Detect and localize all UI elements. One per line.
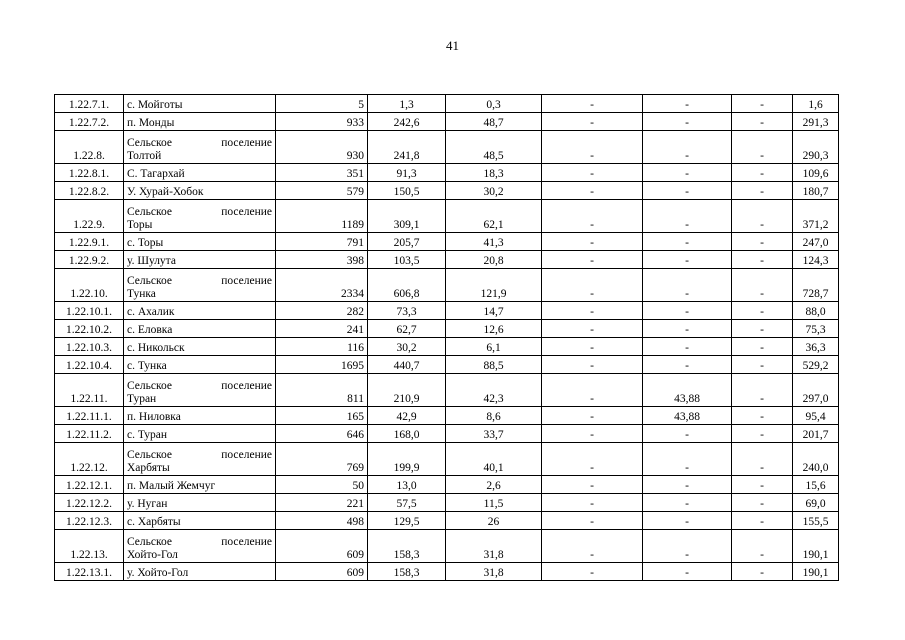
col1-value-cell: 165 <box>276 407 368 425</box>
settlement-name-line: Тунка <box>127 288 156 300</box>
col3-value-cell: 31,8 <box>446 563 542 581</box>
col3-value-cell: 20,8 <box>446 251 542 269</box>
row-code-cell: 1.22.9. <box>55 200 124 233</box>
col7-value-cell: 190,1 <box>793 530 839 563</box>
settlement-name-cell <box>124 113 276 131</box>
settlement-name-cell <box>124 407 276 425</box>
col7-value-cell: 69,0 <box>793 494 839 512</box>
table-row <box>55 113 839 131</box>
settlement-name-line: у. Хойто-Гол <box>127 567 189 579</box>
col2-value-cell: 158,3 <box>368 563 446 581</box>
col7-value-cell: 124,3 <box>793 251 839 269</box>
col7-value-cell: 180,7 <box>793 182 839 200</box>
table-row <box>55 563 839 581</box>
settlement-name-cell <box>124 563 276 581</box>
col6-value-cell: - <box>732 338 793 356</box>
col3-value-cell: 6,1 <box>446 338 542 356</box>
settlement-name-line: с. Харбяты <box>127 516 181 528</box>
col3-value-cell: 31,8 <box>446 530 542 563</box>
table-row <box>55 407 839 425</box>
col6-value-cell: - <box>732 374 793 407</box>
col7-value-cell: 1,6 <box>793 95 839 113</box>
col6-value-cell: - <box>732 494 793 512</box>
col7-value-cell: 95,4 <box>793 407 839 425</box>
col3-value-cell: 48,5 <box>446 131 542 164</box>
settlement-name-line: Торы <box>127 219 153 231</box>
table-body <box>55 95 839 581</box>
table-row <box>55 443 839 476</box>
settlement-name-line: с. Мойготы <box>127 99 183 111</box>
row-code-cell: 1.22.13. <box>55 530 124 563</box>
col5-value-cell: - <box>643 131 732 164</box>
settlement-name-cell <box>124 269 276 302</box>
settlement-name-line: Сельское поселение <box>127 137 272 149</box>
col6-value-cell: - <box>732 251 793 269</box>
settlement-name-cell <box>124 131 276 164</box>
settlement-name-cell <box>124 425 276 443</box>
col7-value-cell: 109,6 <box>793 164 839 182</box>
col7-value-cell: 728,7 <box>793 269 839 302</box>
col1-value-cell: 221 <box>276 494 368 512</box>
settlement-name-line: п. Монды <box>127 117 175 129</box>
col1-value-cell: 609 <box>276 530 368 563</box>
settlement-name-line: п. Ниловка <box>127 411 181 423</box>
row-code-cell: 1.22.11.2. <box>55 425 124 443</box>
row-code-cell: 1.22.12.2. <box>55 494 124 512</box>
col2-value-cell: 91,3 <box>368 164 446 182</box>
settlement-name-line: у. Нуган <box>127 498 168 510</box>
col5-value-cell: - <box>643 530 732 563</box>
col5-value-cell: - <box>643 182 732 200</box>
settlement-name-cell <box>124 200 276 233</box>
col4-value-cell: - <box>542 356 643 374</box>
settlement-name-cell <box>124 494 276 512</box>
row-code-cell: 1.22.10.1. <box>55 302 124 320</box>
col3-value-cell: 40,1 <box>446 443 542 476</box>
col3-value-cell: 18,3 <box>446 164 542 182</box>
table-row <box>55 494 839 512</box>
col3-value-cell: 33,7 <box>446 425 542 443</box>
col1-value-cell: 579 <box>276 182 368 200</box>
col3-value-cell: 48,7 <box>446 113 542 131</box>
settlement-name-line: Хойто-Гол <box>127 549 178 561</box>
col2-value-cell: 158,3 <box>368 530 446 563</box>
col3-value-cell: 2,6 <box>446 476 542 494</box>
col2-value-cell: 13,0 <box>368 476 446 494</box>
col3-value-cell: 88,5 <box>446 356 542 374</box>
page-number: 41 <box>446 38 459 53</box>
settlement-name-cell <box>124 476 276 494</box>
col1-value-cell: 116 <box>276 338 368 356</box>
col3-value-cell: 12,6 <box>446 320 542 338</box>
col3-value-cell: 8,6 <box>446 407 542 425</box>
col2-value-cell: 57,5 <box>368 494 446 512</box>
settlement-name-line: у. Шулута <box>127 255 176 267</box>
col4-value-cell: - <box>542 113 643 131</box>
settlement-name-line: Сельское поселение <box>127 206 272 218</box>
col4-value-cell: - <box>542 494 643 512</box>
row-code-cell: 1.22.13.1. <box>55 563 124 581</box>
col4-value-cell: - <box>542 251 643 269</box>
col1-value-cell: 1189 <box>276 200 368 233</box>
col4-value-cell: - <box>542 443 643 476</box>
col7-value-cell: 529,2 <box>793 356 839 374</box>
col6-value-cell: - <box>732 425 793 443</box>
settlement-name-cell <box>124 95 276 113</box>
settlement-name-line: С. Тагархай <box>127 168 185 180</box>
row-code-cell: 1.22.10. <box>55 269 124 302</box>
settlement-name-line: с. Тунка <box>127 360 167 372</box>
col1-value-cell: 282 <box>276 302 368 320</box>
col4-value-cell: - <box>542 512 643 530</box>
settlement-name-cell <box>124 233 276 251</box>
col1-value-cell: 2334 <box>276 269 368 302</box>
col2-value-cell: 210,9 <box>368 374 446 407</box>
col6-value-cell: - <box>732 302 793 320</box>
row-code-cell: 1.22.11.1. <box>55 407 124 425</box>
col1-value-cell: 791 <box>276 233 368 251</box>
settlement-name-line: Сельское поселение <box>127 275 272 287</box>
settlement-name-cell <box>124 251 276 269</box>
table-row <box>55 95 839 113</box>
settlement-name-line: с. Туран <box>127 429 168 441</box>
col6-value-cell: - <box>732 269 793 302</box>
col1-value-cell: 930 <box>276 131 368 164</box>
col1-value-cell: 646 <box>276 425 368 443</box>
settlement-name-line: Туран <box>127 393 157 405</box>
col4-value-cell: - <box>542 182 643 200</box>
row-code-cell: 1.22.10.4. <box>55 356 124 374</box>
col5-value-cell: - <box>643 269 732 302</box>
table-row <box>55 233 839 251</box>
col2-value-cell: 1,3 <box>368 95 446 113</box>
col1-value-cell: 398 <box>276 251 368 269</box>
settlement-name-line: У. Хурай-Хобок <box>127 186 204 198</box>
col2-value-cell: 440,7 <box>368 356 446 374</box>
col4-value-cell: - <box>542 302 643 320</box>
settlement-name-line: Сельское поселение <box>127 380 272 392</box>
col3-value-cell: 11,5 <box>446 494 542 512</box>
col7-value-cell: 75,3 <box>793 320 839 338</box>
col5-value-cell: - <box>643 95 732 113</box>
col3-value-cell: 42,3 <box>446 374 542 407</box>
col4-value-cell: - <box>542 530 643 563</box>
col2-value-cell: 606,8 <box>368 269 446 302</box>
col7-value-cell: 291,3 <box>793 113 839 131</box>
col7-value-cell: 297,0 <box>793 374 839 407</box>
table-row <box>55 269 839 302</box>
table-row <box>55 530 839 563</box>
table-row <box>55 320 839 338</box>
col4-value-cell: - <box>542 425 643 443</box>
col4-value-cell: - <box>542 131 643 164</box>
col6-value-cell: - <box>732 113 793 131</box>
col6-value-cell: - <box>732 182 793 200</box>
col1-value-cell: 241 <box>276 320 368 338</box>
table-row <box>55 164 839 182</box>
row-code-cell: 1.22.12.3. <box>55 512 124 530</box>
settlement-name-line: с. Ахалик <box>127 306 175 318</box>
row-code-cell: 1.22.8.2. <box>55 182 124 200</box>
col7-value-cell: 155,5 <box>793 512 839 530</box>
col3-value-cell: 41,3 <box>446 233 542 251</box>
col6-value-cell: - <box>732 530 793 563</box>
col7-value-cell: 15,6 <box>793 476 839 494</box>
col2-value-cell: 62,7 <box>368 320 446 338</box>
col5-value-cell: - <box>643 425 732 443</box>
col7-value-cell: 247,0 <box>793 233 839 251</box>
table-row <box>55 425 839 443</box>
col4-value-cell: - <box>542 563 643 581</box>
col5-value-cell: - <box>643 356 732 374</box>
settlement-name-cell <box>124 530 276 563</box>
col6-value-cell: - <box>732 443 793 476</box>
col1-value-cell: 50 <box>276 476 368 494</box>
col5-value-cell: - <box>643 251 732 269</box>
col5-value-cell: - <box>643 494 732 512</box>
col2-value-cell: 242,6 <box>368 113 446 131</box>
col3-value-cell: 14,7 <box>446 302 542 320</box>
col7-value-cell: 88,0 <box>793 302 839 320</box>
col4-value-cell: - <box>542 476 643 494</box>
col2-value-cell: 73,3 <box>368 302 446 320</box>
settlement-name-cell <box>124 164 276 182</box>
col7-value-cell: 371,2 <box>793 200 839 233</box>
table-row <box>55 200 839 233</box>
col5-value-cell: - <box>643 320 732 338</box>
col3-value-cell: 26 <box>446 512 542 530</box>
col4-value-cell: - <box>542 164 643 182</box>
settlement-name-cell <box>124 302 276 320</box>
settlement-name-line: Сельское поселение <box>127 536 272 548</box>
settlement-name-line: Толтой <box>127 150 162 162</box>
col4-value-cell: - <box>542 200 643 233</box>
col4-value-cell: - <box>542 407 643 425</box>
table-row <box>55 476 839 494</box>
table-row <box>55 512 839 530</box>
col2-value-cell: 205,7 <box>368 233 446 251</box>
col6-value-cell: - <box>732 476 793 494</box>
row-code-cell: 1.22.12.1. <box>55 476 124 494</box>
row-code-cell: 1.22.10.2. <box>55 320 124 338</box>
col2-value-cell: 30,2 <box>368 338 446 356</box>
table-row <box>55 131 839 164</box>
col4-value-cell: - <box>542 338 643 356</box>
settlement-name-line: с. Еловка <box>127 324 173 336</box>
col5-value-cell: - <box>643 302 732 320</box>
col6-value-cell: - <box>732 233 793 251</box>
col2-value-cell: 168,0 <box>368 425 446 443</box>
row-code-cell: 1.22.7.1. <box>55 95 124 113</box>
row-code-cell: 1.22.11. <box>55 374 124 407</box>
settlement-name-line: с. Никольск <box>127 342 185 354</box>
col1-value-cell: 1695 <box>276 356 368 374</box>
col5-value-cell: 43,88 <box>643 374 732 407</box>
col5-value-cell: - <box>643 512 732 530</box>
col4-value-cell: - <box>542 95 643 113</box>
col4-value-cell: - <box>542 320 643 338</box>
settlement-name-line: с. Торы <box>127 237 164 249</box>
col6-value-cell: - <box>732 407 793 425</box>
col5-value-cell: - <box>643 443 732 476</box>
col5-value-cell: - <box>643 476 732 494</box>
col7-value-cell: 240,0 <box>793 443 839 476</box>
col6-value-cell: - <box>732 563 793 581</box>
row-code-cell: 1.22.8.1. <box>55 164 124 182</box>
col1-value-cell: 609 <box>276 563 368 581</box>
settlement-name-cell <box>124 374 276 407</box>
col1-value-cell: 769 <box>276 443 368 476</box>
col5-value-cell: - <box>643 113 732 131</box>
settlement-name-line: п. Малый Жемчуг <box>127 480 216 492</box>
table-row <box>55 251 839 269</box>
col2-value-cell: 309,1 <box>368 200 446 233</box>
row-code-cell: 1.22.7.2. <box>55 113 124 131</box>
col1-value-cell: 811 <box>276 374 368 407</box>
col1-value-cell: 498 <box>276 512 368 530</box>
row-code-cell: 1.22.12. <box>55 443 124 476</box>
col3-value-cell: 62,1 <box>446 200 542 233</box>
col6-value-cell: - <box>732 95 793 113</box>
settlement-name-cell <box>124 512 276 530</box>
col2-value-cell: 150,5 <box>368 182 446 200</box>
table-row <box>55 356 839 374</box>
col7-value-cell: 190,1 <box>793 563 839 581</box>
table-row <box>55 338 839 356</box>
settlement-name-cell <box>124 443 276 476</box>
row-code-cell: 1.22.9.2. <box>55 251 124 269</box>
col7-value-cell: 290,3 <box>793 131 839 164</box>
settlement-name-cell <box>124 356 276 374</box>
col2-value-cell: 129,5 <box>368 512 446 530</box>
col1-value-cell: 5 <box>276 95 368 113</box>
row-code-cell: 1.22.9.1. <box>55 233 124 251</box>
col1-value-cell: 351 <box>276 164 368 182</box>
col3-value-cell: 30,2 <box>446 182 542 200</box>
settlement-table <box>54 94 839 581</box>
settlement-name-cell <box>124 320 276 338</box>
settlement-name-cell <box>124 182 276 200</box>
settlement-name-line: Сельское поселение <box>127 449 272 461</box>
col4-value-cell: - <box>542 269 643 302</box>
col6-value-cell: - <box>732 356 793 374</box>
col5-value-cell: - <box>643 233 732 251</box>
col1-value-cell: 933 <box>276 113 368 131</box>
col6-value-cell: - <box>732 164 793 182</box>
table-row <box>55 182 839 200</box>
col3-value-cell: 0,3 <box>446 95 542 113</box>
row-code-cell: 1.22.8. <box>55 131 124 164</box>
col5-value-cell: - <box>643 200 732 233</box>
col2-value-cell: 42,9 <box>368 407 446 425</box>
table-row <box>55 302 839 320</box>
col2-value-cell: 199,9 <box>368 443 446 476</box>
col3-value-cell: 121,9 <box>446 269 542 302</box>
col2-value-cell: 103,5 <box>368 251 446 269</box>
col6-value-cell: - <box>732 200 793 233</box>
col7-value-cell: 201,7 <box>793 425 839 443</box>
col5-value-cell: 43,88 <box>643 407 732 425</box>
col6-value-cell: - <box>732 320 793 338</box>
col4-value-cell: - <box>542 374 643 407</box>
col6-value-cell: - <box>732 512 793 530</box>
settlement-name-line: Харбяты <box>127 462 170 474</box>
col4-value-cell: - <box>542 233 643 251</box>
col6-value-cell: - <box>732 131 793 164</box>
table-row <box>55 374 839 407</box>
settlement-name-cell <box>124 338 276 356</box>
col5-value-cell: - <box>643 164 732 182</box>
col2-value-cell: 241,8 <box>368 131 446 164</box>
col5-value-cell: - <box>643 338 732 356</box>
col5-value-cell: - <box>643 563 732 581</box>
col7-value-cell: 36,3 <box>793 338 839 356</box>
row-code-cell: 1.22.10.3. <box>55 338 124 356</box>
